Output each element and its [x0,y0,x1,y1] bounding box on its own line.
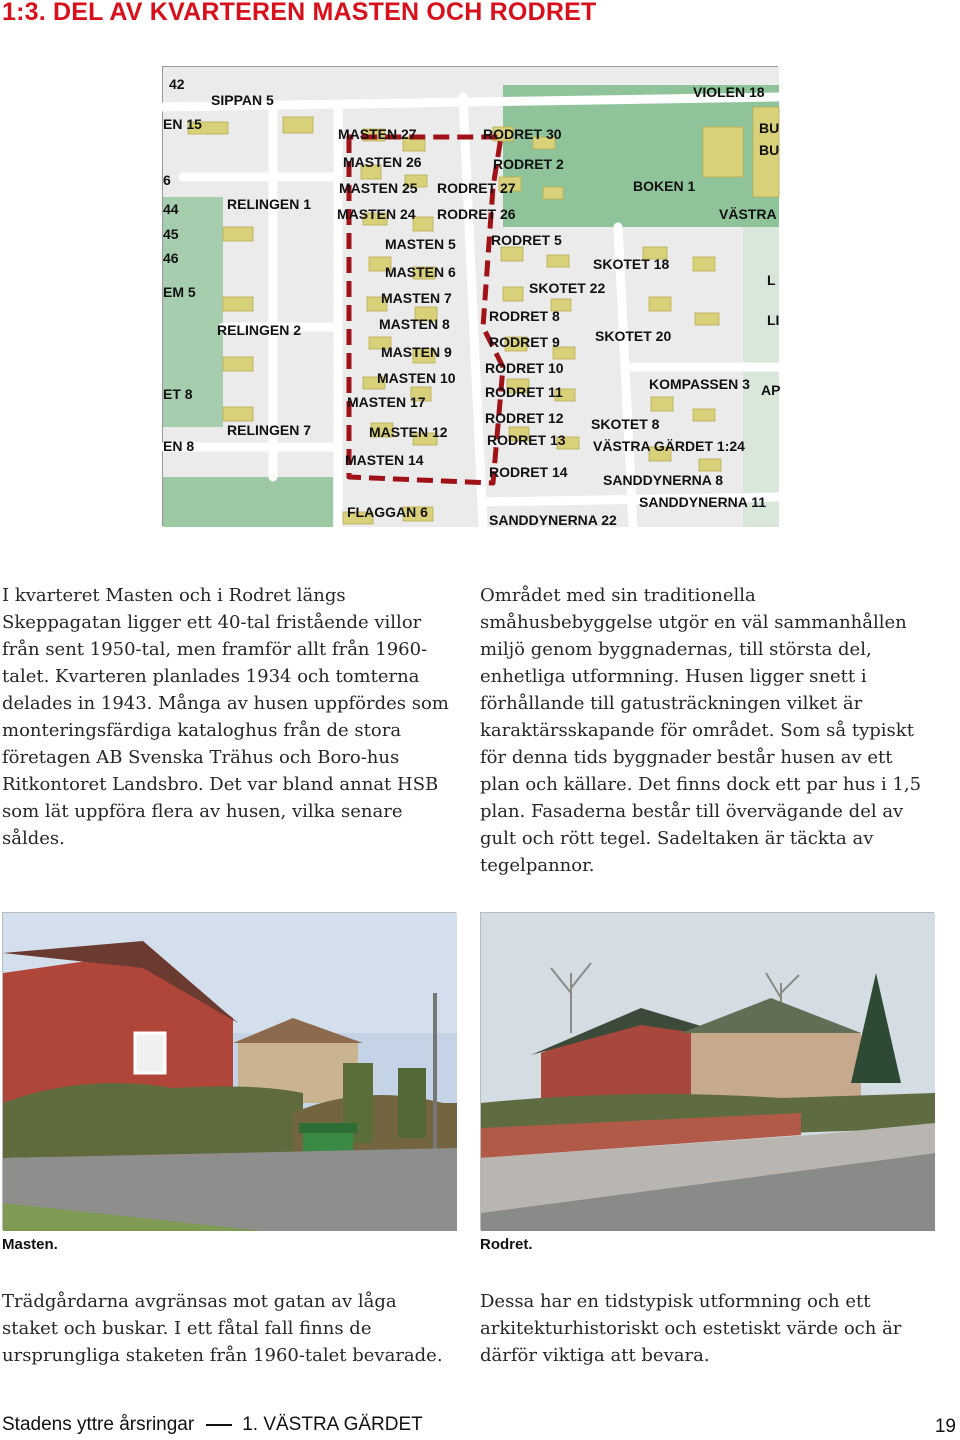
map-label: MASTEN 24 [337,206,416,222]
map-label: RODRET 30 [483,126,562,142]
map-label: EN 15 [163,116,202,132]
map-label: EM 5 [163,284,196,300]
map-label: MASTEN 6 [385,264,456,280]
page-heading: 1:3. DEL AV KVARTEREN MASTEN OCH RODRET [2,0,597,26]
map-label: 6 [163,172,171,188]
map-label: BU [759,142,780,158]
map-label: SIPPAN 5 [211,92,274,108]
map-label: MASTEN 8 [379,316,450,332]
map-label: SKOTET 18 [593,256,670,272]
map-label: RELINGEN 1 [227,196,312,212]
map-label: RELINGEN 7 [227,422,312,438]
map-label: RODRET 8 [489,308,560,324]
map-label: L [767,272,776,288]
map-label: SANDDYNERNA 11 [639,494,767,510]
map-label: VIOLEN 18 [693,84,765,100]
map-label: MASTEN 27 [338,126,417,142]
map-label: ET 8 [163,386,193,402]
footer-series-title: Stadens yttre årsringar [2,1414,195,1435]
footer-dash [206,1424,232,1426]
map-label: RODRET 13 [487,432,566,448]
map-label: MASTEN 14 [345,452,424,468]
map-label: RODRET 5 [491,232,562,248]
right-bottom-text: Dessa har en tidstypisk utformning och ett arkitekturhistoriskt och estetiskt värde och är därför viktiga att bevara. [480,1291,902,1366]
map-label: SKOTET 20 [595,328,672,344]
map-label: KOMPASSEN 3 [649,376,750,392]
map-label: SANDDYNERNA 22 [489,512,617,528]
map-label: MASTEN 9 [381,344,452,360]
map-label: SANDDYNERNA 8 [603,472,724,488]
map-label: RODRET 26 [437,206,516,222]
caption-masten: Masten. [2,1236,58,1253]
map-label: SKOTET 8 [591,416,660,432]
photo-rodret [480,912,934,1230]
map-label: BOKEN 1 [633,178,696,194]
map-label: MASTEN 26 [343,154,422,170]
map-label: RODRET 10 [485,360,564,376]
map-label: RODRET 11 [485,384,563,400]
footer-section-title: 1. VÄSTRA GÄRDET [242,1414,423,1435]
footer-title [2,1414,423,1436]
map-label: MASTEN 7 [381,290,452,306]
map-label: BU [759,120,780,136]
map-label: RELINGEN 2 [217,322,302,338]
left-column-text: I kvarteret Masten och i Rodret längs Skeppagatan ligger ett 40-tal fristående villor från sent 1950-tal, men framför allt från 1960-talet. Kvarteren planlades 1934 och tomterna delades in 1943. Många av husen uppfördes som monteringsfärdiga kataloghus från de stora företagen AB Svenska Trähus och Boro-hus Ritkontoret Landsbro. Det var bland annat HSB som lät uppföra flera av husen, vilka senare såldes. [2,585,449,849]
page-number: 19 [934,1416,956,1437]
map-label: SKOTET 22 [529,280,606,296]
map-label: EN 8 [163,438,195,454]
map-label: 44 [163,201,179,217]
map-label: RODRET 2 [493,156,564,172]
map-label: MASTEN 5 [385,236,456,252]
map-label: RODRET 9 [489,334,560,350]
map-label: MASTEN 17 [347,394,426,410]
map-label: 46 [163,250,179,266]
map-label: FLAGGAN 6 [347,504,428,520]
map-label: MASTEN 25 [339,180,418,196]
map-label: AP [761,382,781,398]
map-label: RODRET 12 [485,410,564,426]
property-map [162,66,781,528]
map-label: VÄSTRA [719,206,777,222]
map-label: 42 [169,76,185,92]
map-label: VÄSTRA GÄRDET 1:24 [593,438,745,454]
map-label: RODRET 14 [489,464,568,480]
caption-rodret: Rodret. [480,1236,533,1253]
map-label: MASTEN 10 [377,370,456,386]
right-column-text: Området med sin traditionella småhusbebyggelse utgör en väl sammanhållen miljö genom byggnadernas, till största del, enhetliga utformning. Husen ligger snett i förhållande till gatusträckningen vilket är karaktärsskapande för området. Som så typiskt för denna tids byggnader består husen av ett plan och källare. Det finns dock ett par hus i 1,5 plan. Fasaderna består till övervägande del av gult och rött tegel. Sadeltaken är täckta av tegelpannor. [480,585,922,876]
map-label: MASTEN 12 [369,424,448,440]
map-label: RODRET 27 [437,180,516,196]
photo-masten [2,912,456,1230]
map-label: 45 [163,226,179,242]
map-label: LI [767,312,780,328]
left-bottom-text: Trädgårdarna avgränsas mot gatan av låga staket och buskar. I ett fåtal fall finns de ursprungliga staketen från 1960-talet bevarade. [2,1291,443,1366]
